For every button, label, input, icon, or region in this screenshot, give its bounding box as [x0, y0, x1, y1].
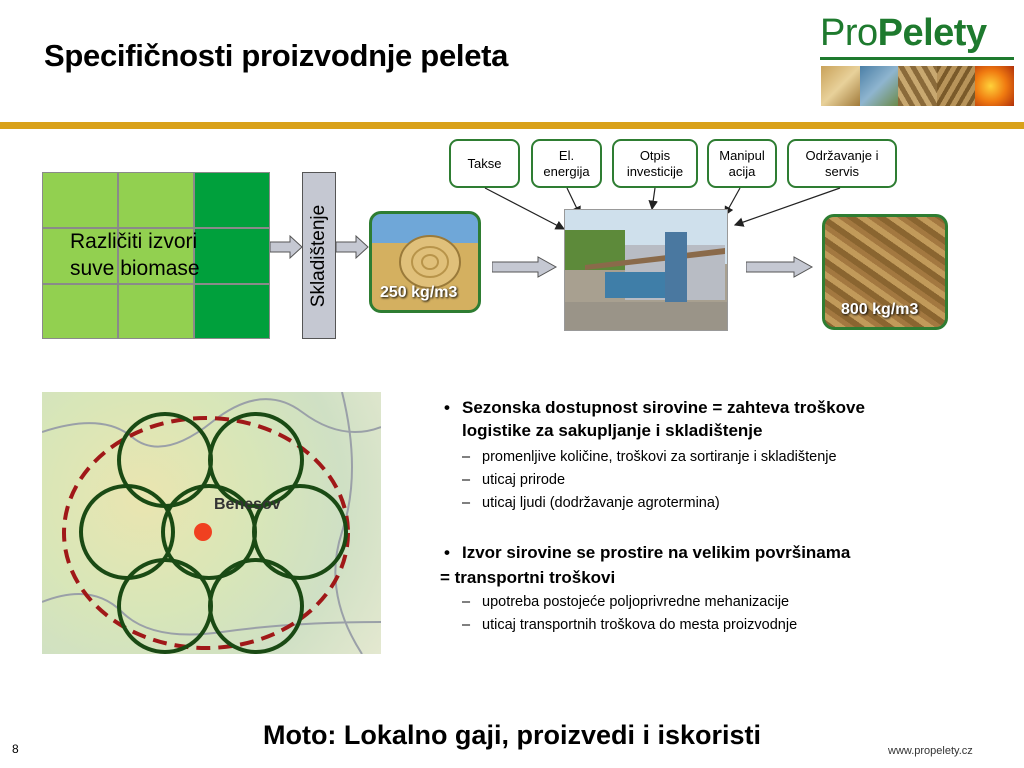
grid-label-line1: Različiti izvori	[70, 230, 198, 253]
biomass-sources-label	[70, 228, 200, 282]
propelety-logo	[820, 12, 987, 55]
bullet-1	[440, 396, 980, 442]
grid-cell	[194, 172, 270, 228]
sub-bullet: – upotreba postojeće poljoprivredne mehanizacije	[440, 591, 980, 614]
cost-box-line: Manipul	[719, 147, 765, 163]
map-city-label: Benesov	[214, 496, 281, 513]
arrow-to-bale	[336, 234, 370, 260]
grid-cell	[118, 172, 194, 228]
cost-box-line: El.	[558, 147, 575, 163]
slide-title: Specifičnosti proizvodnje peleta	[44, 38, 509, 73]
cost-box-line: energija	[543, 163, 590, 179]
bullet-2	[440, 541, 980, 564]
cost-box-takse	[449, 139, 520, 188]
cost-box-line: servis	[825, 163, 859, 179]
sub-bullet: – promenljive količine, troškovi za sortiranje i skladištenje	[440, 446, 980, 469]
bullet-dot: •	[444, 543, 450, 562]
grid-cell	[194, 228, 270, 284]
pellet-plant-icon	[565, 210, 727, 330]
footer-url: www.propelety.cz	[888, 745, 973, 757]
bullet-2-line2: = transportni troškovi	[440, 568, 616, 587]
pellet-plant-photo	[564, 209, 728, 331]
grid-cell	[194, 284, 270, 339]
arrow-to-storage	[270, 234, 304, 260]
pellets-photo	[822, 214, 948, 330]
bullet-1-subs	[440, 446, 980, 515]
logo-underline	[820, 57, 1014, 60]
bullet-1-line2: logistike za sakupljanje i skladištenje	[462, 421, 763, 440]
bale-density-label: 250 kg/m3	[380, 284, 458, 301]
cost-box-energy	[531, 139, 602, 188]
cost-box-handling	[707, 139, 777, 188]
cost-box-line: acija	[728, 163, 756, 179]
catchment-map	[42, 392, 381, 654]
cost-box-line: investicije	[626, 163, 684, 179]
arrow-to-plant	[492, 256, 558, 278]
arrow-to-pellets	[746, 256, 814, 278]
sub-bullet: – uticaj prirode	[440, 469, 980, 492]
bullet-dot: •	[444, 398, 450, 417]
grid-cell	[118, 284, 194, 339]
grid-label-line2: suve biomase	[70, 257, 200, 280]
logo-pelety: Pelety	[877, 12, 987, 54]
cost-box-line: Takse	[467, 155, 502, 171]
page-number: 8	[12, 742, 19, 756]
bullet-2-subs	[440, 591, 980, 637]
motto: Moto: Lokalno gaji, proizvedi i iskoristi	[262, 720, 762, 750]
cost-box-line: Otpis	[639, 147, 671, 163]
grid-cell	[42, 172, 118, 228]
cost-box-maintenance	[787, 139, 897, 188]
header-divider	[0, 122, 1024, 129]
sub-bullet: – uticaj transportnih troškova do mesta proizvodnje	[440, 614, 980, 637]
grid-cell	[42, 284, 118, 339]
cost-box-line: Održavanje i	[805, 147, 879, 163]
bullet-1-line1: Sezonska dostupnost sirovine = zahteva troškove	[462, 398, 865, 417]
bullet-list	[440, 396, 980, 637]
storage-box	[302, 172, 336, 339]
cost-box-depreciation	[612, 139, 698, 188]
logo-pro: Pro	[820, 12, 878, 54]
logo-photo-strip	[821, 66, 1014, 106]
bullet-2-line1: Izvor sirovine se prostire na velikim površinama	[462, 543, 851, 562]
storage-label: Skladištenje	[308, 204, 329, 307]
pellets-density-label: 800 kg/m3	[841, 301, 919, 318]
sub-bullet: – uticaj ljudi (dodržavanje agrotermina)	[440, 492, 980, 515]
catchment-map-svg	[42, 392, 381, 654]
